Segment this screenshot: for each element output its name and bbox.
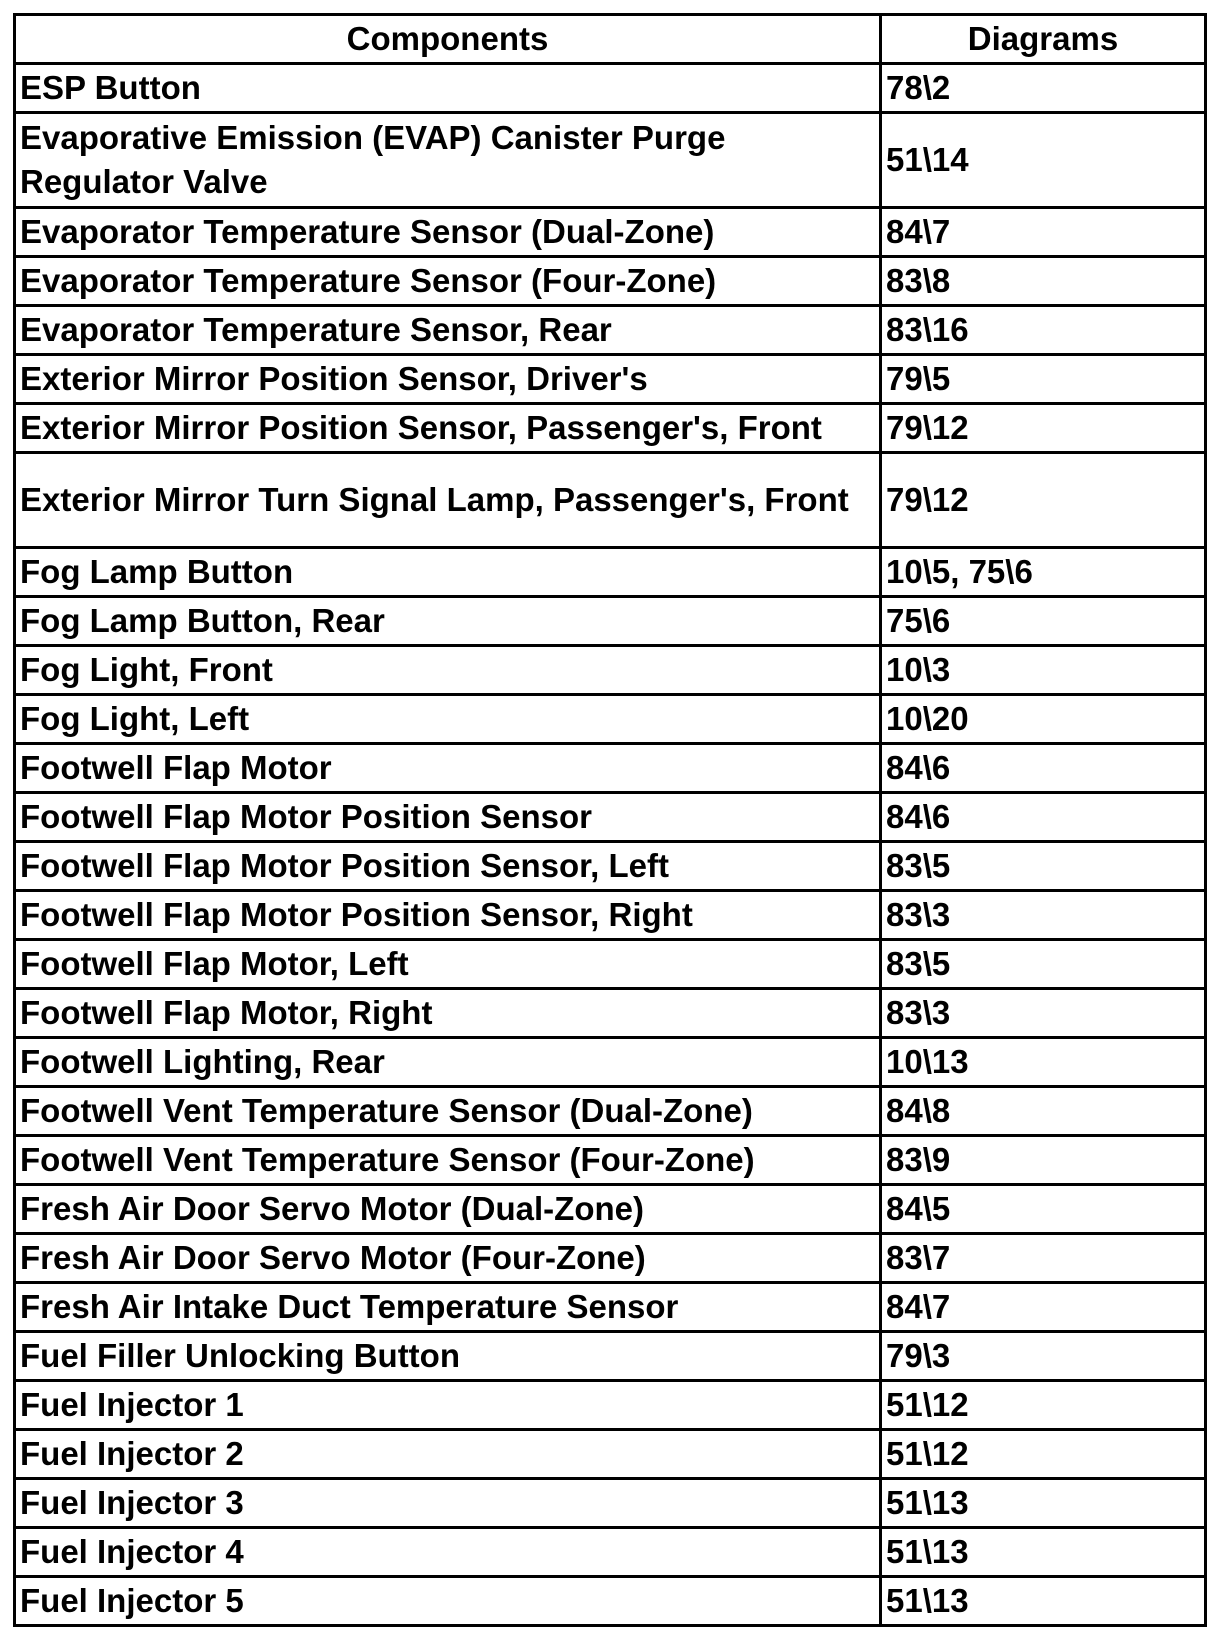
diagram-cell: 51\12 [881, 1381, 1206, 1430]
diagram-cell: 10\3 [881, 646, 1206, 695]
component-cell: Fresh Air Door Servo Motor (Dual-Zone) [15, 1185, 881, 1234]
component-cell: Footwell Lighting, Rear [15, 1038, 881, 1087]
table-row [15, 989, 1206, 1038]
diagram-cell: 84\6 [881, 793, 1206, 842]
table-row [15, 842, 1206, 891]
diagram-cell: 84\8 [881, 1087, 1206, 1136]
table-row [15, 1185, 1206, 1234]
table-row [15, 1038, 1206, 1087]
table-row [15, 548, 1206, 597]
diagram-cell: 83\7 [881, 1234, 1206, 1283]
component-cell: Evaporator Temperature Sensor, Rear [15, 306, 881, 355]
table-row [15, 940, 1206, 989]
component-cell: Fuel Injector 3 [15, 1479, 881, 1528]
table-row [15, 1479, 1206, 1528]
table-row [15, 1283, 1206, 1332]
component-cell: Fog Lamp Button, Rear [15, 597, 881, 646]
component-cell: Evaporator Temperature Sensor (Four-Zone) [15, 257, 881, 306]
diagram-cell: 51\13 [881, 1528, 1206, 1577]
component-cell: Footwell Flap Motor [15, 744, 881, 793]
diagram-cell: 83\9 [881, 1136, 1206, 1185]
diagram-cell: 84\6 [881, 744, 1206, 793]
table-row [15, 1234, 1206, 1283]
table-row [15, 793, 1206, 842]
diagram-cell: 51\13 [881, 1479, 1206, 1528]
header-components: Components [15, 15, 881, 64]
diagram-cell: 78\2 [881, 64, 1206, 113]
component-cell: Fuel Injector 4 [15, 1528, 881, 1577]
component-cell: Fresh Air Door Servo Motor (Four-Zone) [15, 1234, 881, 1283]
components-diagrams-table [13, 13, 1207, 1627]
component-cell: Exterior Mirror Position Sensor, Driver's [15, 355, 881, 404]
table-row [15, 646, 1206, 695]
component-cell: Footwell Vent Temperature Sensor (Four-Zone) [15, 1136, 881, 1185]
diagram-cell: 84\7 [881, 1283, 1206, 1332]
component-cell: Fog Light, Left [15, 695, 881, 744]
diagram-cell: 79\12 [881, 453, 1206, 548]
table-row [15, 744, 1206, 793]
table-row [15, 208, 1206, 257]
table-row [15, 1332, 1206, 1381]
component-cell: Footwell Flap Motor, Left [15, 940, 881, 989]
header-diagrams: Diagrams [881, 15, 1206, 64]
diagram-cell: 10\20 [881, 695, 1206, 744]
table-row [15, 355, 1206, 404]
component-cell: Evaporative Emission (EVAP) Canister Purge Regulator Valve [15, 113, 881, 208]
component-cell: Fog Light, Front [15, 646, 881, 695]
diagram-cell: 83\8 [881, 257, 1206, 306]
table-row [15, 453, 1206, 548]
component-cell: ESP Button [15, 64, 881, 113]
diagram-cell: 51\13 [881, 1577, 1206, 1626]
component-cell: Fog Lamp Button [15, 548, 881, 597]
table-row [15, 1528, 1206, 1577]
table-row [15, 113, 1206, 208]
component-cell: Fresh Air Intake Duct Temperature Sensor [15, 1283, 881, 1332]
component-cell: Exterior Mirror Position Sensor, Passenger's, Front [15, 404, 881, 453]
component-cell: Footwell Flap Motor Position Sensor [15, 793, 881, 842]
table-row [15, 1136, 1206, 1185]
component-cell: Footwell Flap Motor Position Sensor, Left [15, 842, 881, 891]
component-cell: Fuel Injector 1 [15, 1381, 881, 1430]
diagram-cell: 51\14 [881, 113, 1206, 208]
diagram-cell: 83\5 [881, 842, 1206, 891]
diagram-cell: 79\3 [881, 1332, 1206, 1381]
diagram-cell: 84\5 [881, 1185, 1206, 1234]
table-row [15, 597, 1206, 646]
component-cell: Fuel Injector 5 [15, 1577, 881, 1626]
component-cell: Exterior Mirror Turn Signal Lamp, Passenger's, Front [15, 453, 881, 548]
component-cell: Footwell Vent Temperature Sensor (Dual-Zone) [15, 1087, 881, 1136]
diagram-cell: 83\16 [881, 306, 1206, 355]
table-row [15, 64, 1206, 113]
diagram-cell: 10\5, 75\6 [881, 548, 1206, 597]
table-row [15, 1430, 1206, 1479]
diagram-cell: 79\12 [881, 404, 1206, 453]
diagram-cell: 83\3 [881, 891, 1206, 940]
diagram-cell: 75\6 [881, 597, 1206, 646]
table-row [15, 404, 1206, 453]
table-row [15, 1577, 1206, 1626]
table-row [15, 306, 1206, 355]
table-row [15, 1087, 1206, 1136]
component-cell: Footwell Flap Motor, Right [15, 989, 881, 1038]
table-row [15, 695, 1206, 744]
component-cell: Fuel Filler Unlocking Button [15, 1332, 881, 1381]
header-row [15, 15, 1206, 64]
table-row [15, 257, 1206, 306]
diagram-cell: 84\7 [881, 208, 1206, 257]
diagram-cell: 79\5 [881, 355, 1206, 404]
component-cell: Footwell Flap Motor Position Sensor, Right [15, 891, 881, 940]
diagram-cell: 83\3 [881, 989, 1206, 1038]
diagram-cell: 51\12 [881, 1430, 1206, 1479]
table-row [15, 1381, 1206, 1430]
component-cell: Fuel Injector 2 [15, 1430, 881, 1479]
component-cell: Evaporator Temperature Sensor (Dual-Zone) [15, 208, 881, 257]
diagram-cell: 83\5 [881, 940, 1206, 989]
diagram-cell: 10\13 [881, 1038, 1206, 1087]
table-row [15, 891, 1206, 940]
